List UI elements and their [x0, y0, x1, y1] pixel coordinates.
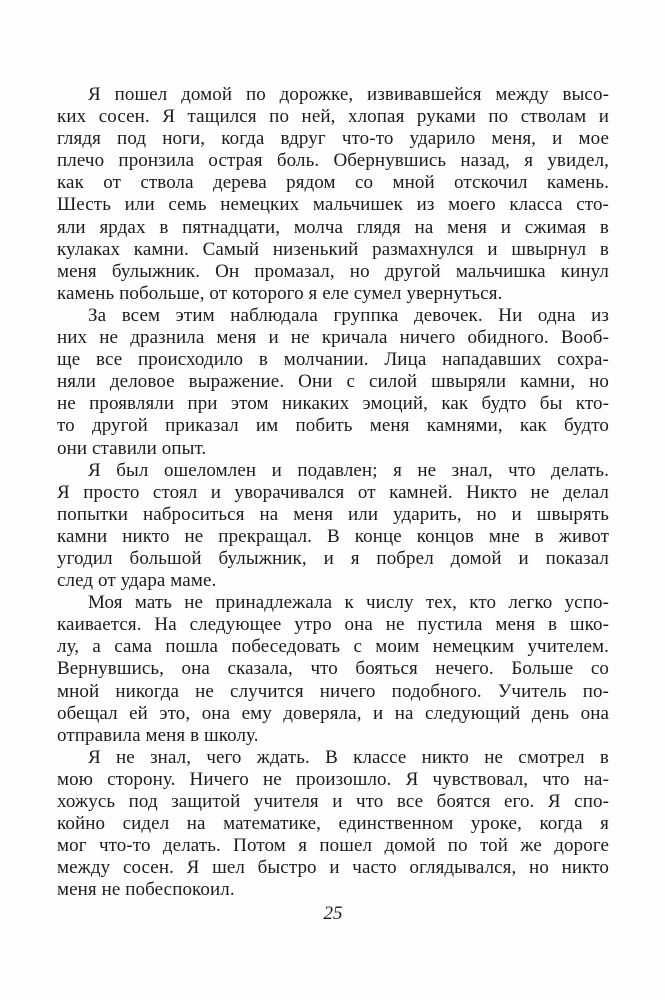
text-line: плечо пронзила острая боль. Обернувшись назад, я увидел,: [57, 150, 609, 172]
text-line: как от ствола дерева рядом со мной отскочил камень.: [57, 172, 609, 194]
text-line: Вернувшись, она сказала, что бояться нечего. Больше со: [57, 658, 609, 680]
text-line: то другой приказал им побить меня камнями, как будто: [57, 415, 609, 437]
paragraph: [57, 460, 609, 593]
text-line: глядя под ноги, когда вдруг что-то ударило меня, и мое: [57, 128, 609, 150]
text-line: между сосен. Я шел быстро и часто оглядывался, но никто: [57, 857, 609, 879]
text-line: ких сосен. Я тащился по ней, хлопая руками по стволам и: [57, 106, 609, 128]
text-line: яли ярдах в пятнадцати, молча глядя на меня и сжимая в: [57, 216, 609, 238]
text-line: Я просто стоял и уворачивался от камней. Никто не делал: [57, 481, 609, 503]
text-line: Я не знал, чего ждать. В классе никто не смотрел в: [88, 746, 609, 768]
paragraph: [57, 84, 609, 305]
text-line: отправила меня в школу.: [57, 724, 259, 746]
text-line: Я был ошеломлен и подавлен; я не знал, что делать.: [88, 459, 609, 481]
text-line: За всем этим наблюдала группка девочек. Ни одна из: [88, 304, 609, 326]
text-line: меня булыжник. Он промазал, но другой мальчишка кинул: [57, 260, 609, 282]
text-line: Моя мать не принадлежала к числу тех, кто легко успо-: [88, 592, 609, 614]
text-line: мной никогда не случится ничего подобного. Учитель по-: [57, 680, 609, 702]
text-line: меня не побеспокоил.: [57, 879, 235, 901]
text-line: обещал ей это, она ему доверяла, и на следующий день она: [57, 702, 609, 724]
text-line: няли деловое выражение. Они с силой швыряли камни, но: [57, 371, 609, 393]
text-line: койно сидел на математике, единственном уроке, когда я: [57, 813, 609, 835]
text-line: мог что-то делать. Потом я пошел домой по той же дороге: [57, 835, 609, 857]
text-line: лу, а сама пошла побеседовать с моим немецким учителем.: [57, 636, 609, 658]
text-line: хожусь под защитой учителя и что все боятся его. Я спо-: [57, 791, 609, 812]
text-line: угодил большой булыжник, и я побрел домой и показал: [57, 547, 609, 569]
text-line: мою сторону. Ничего не произошло. Я чувствовал, что на-: [57, 768, 609, 790]
text-line: каивается. На следующее утро она не пустила меня в шко-: [57, 614, 609, 636]
text-line: они ставили опыт.: [57, 437, 207, 459]
text-line: след от удара маме.: [57, 570, 217, 592]
text-line: кулаках камни. Самый низенький размахнулся и швырнул в: [57, 238, 609, 260]
paragraph: [57, 592, 609, 747]
page-number: 25: [323, 903, 343, 924]
text-line: них не дразнила меня и не кричала ничего обидного. Вооб-: [57, 327, 609, 349]
text-line: Шесть или семь немецких мальчишек из моего класса сто-: [57, 194, 609, 216]
text-line: попытки наброситься на меня или ударить, но и швырять: [57, 503, 609, 525]
text-line: камни никто не прекращал. В конце концов мне в живот: [57, 525, 609, 547]
text-line: Я пошел домой по дорожке, извивавшейся между высо-: [88, 84, 609, 105]
paragraph: [57, 747, 609, 902]
text-line: камень побольше, от которого я еле сумел увернуться.: [57, 282, 503, 304]
text-line: ще все происходило в молчании. Лица нападавших сохра-: [57, 349, 609, 371]
page-text: [57, 84, 609, 901]
paragraph: [57, 305, 609, 460]
text-line: не проявляли при этом никаких эмоций, как будто бы кто-: [57, 393, 609, 415]
